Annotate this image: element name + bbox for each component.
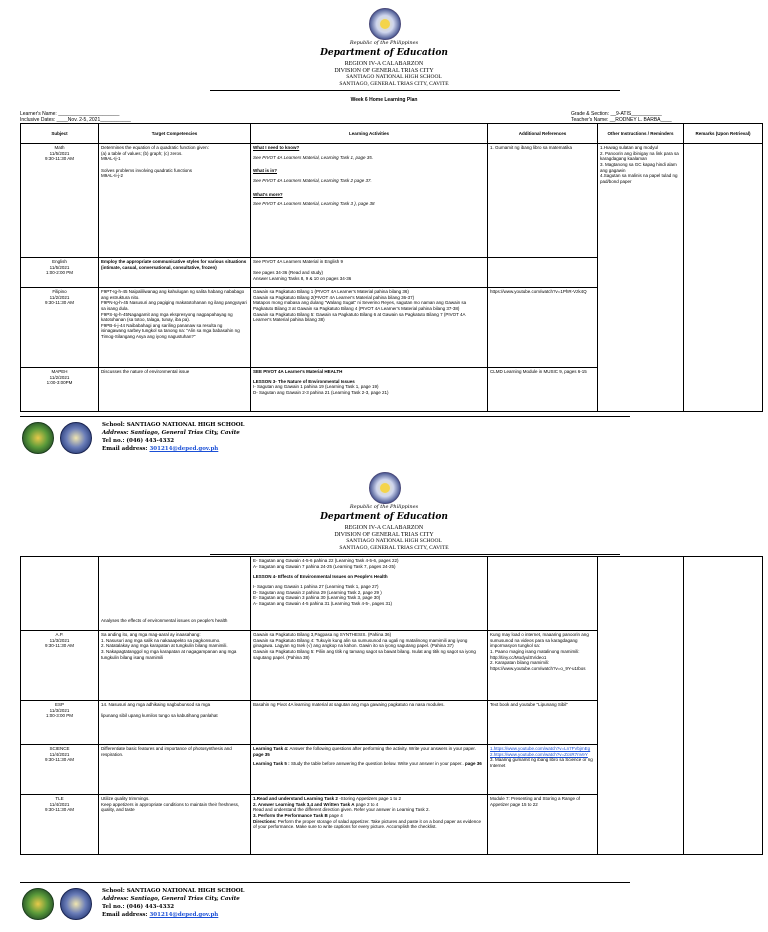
activity-text: Learning Task 4: Answer the following questions after performing the activity. Write your answers in your paper. page 35 — [253, 746, 476, 757]
footer-rule — [20, 882, 630, 883]
subject-cell: SCIENCE 11/4/2021 9:30-11:30 AM — [21, 745, 99, 795]
activity-heading: What is in? — [253, 168, 277, 174]
table-header-row — [21, 124, 763, 144]
footer-info — [102, 888, 244, 920]
subject-cell: Math 11/5/2021 9:30-11:30 AM — [21, 144, 99, 258]
reference-cell: 1. Gumamit ng ibang libro sa matematika — [488, 144, 598, 258]
deped-seal-icon — [369, 8, 401, 40]
activity-cell: Gawain sa Pagkatuto Bilang 3,Pagpasa ng SYNTHESIS. (Pahina 36) Gawain sa Pagkatuto Bilang 4: Tukuyin kung alin sa sumusunod na ugali ng matalinong mamimili ang iyong ginagawa. Lagyan ng tsek (√) ang angkop na kahon. Gawin ito sa iyong sagutang papel. (Pahina 37) Gawain sa Pagkatuto Bilang 5: Piliin ang titik ng tamang sagot sa bawat bilang. Isulat ang titik ng sagot sa iyong sagutang papel. (Pahina 38) — [251, 631, 488, 701]
header-rule — [210, 90, 620, 91]
subject-cell: TLE 11/4/2021 9:30-11:30 AM — [21, 795, 99, 855]
footer-email-link[interactable]: 301214@deped.gov.ph — [149, 445, 219, 452]
department-title: Department of Education — [320, 48, 448, 58]
competency-cell: F9PT-Ig-h-45 Naipaliliwanag ang kahulugan ng salita habang nababago ang estruktura nito. F9PN-Ig-h-45 Nasusuri ang pagiging makatotohanan ng ilang pangyayari sa isang dula. F9PS-Ig-h-45Nagagamit ang mga ekspresyong nagpapahayag ng katotohanan (sa totoo, talaga, tunay, iba pa). F9PB-Ii-j-44 Naibabahagi ang sariling pananaw sa resulta ng isinagawang sarbey tungkol sa tanong na: "Alin sa mga babasahin ng Timog-Silangang Asya ang iyong nagustuhan?" — [99, 288, 251, 368]
city-logo-icon — [22, 422, 54, 454]
column-header: Learning Activities — [251, 124, 488, 144]
column-header: Subject — [21, 124, 99, 144]
activity-text: Directions: Perform the proper storage of salad appetizer. Take pictures and paste it on a bond paper as evidence of your performance. Make sure to write captions for every picture. Accomplish the checklist. — [253, 818, 482, 830]
activity-text: 3. Perform the Performance Task B page 4 — [253, 812, 343, 818]
activity-text: I- Sagutan ang Gawain 1 pahina 19 (Learning Task 1, page 19) D- Sagutan ang Gawain 2-3 pahina 21 (Learning Task 2-3, page 21) — [253, 384, 389, 395]
page-1 — [0, 0, 768, 465]
grade-section-field: Grade & Section: __9-ATIS___________ — [571, 111, 662, 117]
reference-cell — [488, 745, 598, 795]
reference-link[interactable]: 1.https://www.youtube.com/watch?v=Ln7FVbjmEg — [490, 746, 591, 751]
competency-cell: Differentiate basic features and importance of photosynthesis and respiration. — [99, 745, 251, 795]
lesson-title: LESSON 4- Effects of Environmental Issues on People's Health — [253, 574, 388, 580]
activity-heading: What I need to know? — [253, 145, 300, 150]
department-title: Department of Education — [320, 512, 448, 522]
footer-email-link[interactable]: 301214@deped.gov.ph — [149, 911, 219, 918]
division-text: DIVISION OF GENERAL TRIAS CITY — [334, 532, 434, 538]
footer-email-row — [102, 912, 244, 920]
competency-cell: Utilize quality trimmings. Keep appetizers in appropriate conditions to maintain their freshness, quality, and taste — [99, 795, 251, 855]
city-logo-icon — [22, 888, 54, 920]
reference-text: 3. Maaring gumamit ng ibang libro sa Science or ng Internet — [490, 757, 593, 768]
school-logo-icon — [60, 888, 92, 920]
republic-text: Republic of the Philippines — [349, 40, 419, 46]
lesson-title: LESSON 3- The Nature of Environmental Issues — [253, 378, 355, 384]
activity-text: 2. Answer Learning Task 3,4 and Written Task A page 2 to 4 — [253, 801, 379, 807]
activity-text: I- Sagutan ang Gawain 1 pahina 27 (Learning Task 1, page 27) D- Sagutan ang Gawain 2 pahina 29 (Learning Task 2, page 29 ) E- Sagutan ang Gawain 3 pahina 30 (Learning Task 3, page 30) A- Sagutan ang Gawain 4-5 pahina 31 (Learning Task 4-5-, pages 31) — [253, 583, 393, 606]
plan-table-page-2 — [20, 556, 763, 855]
school-logo-icon — [60, 422, 92, 454]
teacher-name-field: Teacher's Name: __RODNEY L. BARBA____ — [571, 117, 672, 123]
activity-cell — [251, 368, 488, 412]
reference-cell: https://www.youtube.com/watch?v=1PhR-Vzk4Q — [488, 288, 598, 368]
competency-cell: Discusses the nature of environmental issue — [99, 368, 251, 412]
activity-text: 1.Read and understand Learning Task 2 -Storing Appetizers page 1 to 2 — [253, 796, 401, 801]
reference-link[interactable]: 2.https://www.youtube.com/watch?v=ZcsR7nVeY — [490, 751, 588, 757]
subject-cell — [21, 557, 99, 631]
activity-text: Learning Task 5 : Study the table before answering the question below. Write your answer in your paper.. page 36 — [253, 761, 482, 767]
footer-school: School: SANTIAGO NATIONAL HIGH SCHOOL — [102, 888, 245, 894]
header-rule — [210, 554, 620, 555]
subject-cell: English 11/5/2021 1:00-2:00 PM — [21, 258, 99, 288]
page-footer — [20, 420, 640, 460]
competency-cell: Employ the appropriate communicative styles for various situations (intimate, casual, conversational, consultative, frozen) — [99, 258, 251, 288]
subject-cell: MAPEH 11/2/2021 1:00-3:00PM — [21, 368, 99, 412]
competency-cell: Sa anding ito, ang mga mag-aaral ay inaasahang: 1. Nasusuri ang mga salik na nakaaapekto sa pagkonsumo. 2. Natatalakay ang mga karapatan at tungkulin bilang mamimili. 3. Nakapagtatanggol ng mga karapatan at nagagampanan ang mga tungkulin bilang isang mamimili — [99, 631, 251, 701]
activity-text: See PIVOT 4A Learners Material, Learning Task 2 page 37. — [253, 177, 372, 183]
activity-heading: SEE PIVOT 4A Learner's Material HEALTH — [253, 369, 343, 374]
subject-cell: Filipino 11/2/2021 9:30-11:30 AM — [21, 288, 99, 368]
footer-school: School: SANTIAGO NATIONAL HIGH SCHOOL — [102, 422, 245, 428]
reference-cell — [488, 557, 598, 631]
activity-cell — [251, 144, 488, 258]
footer-address: Address: Santiago, General Trias City, Cavite — [102, 895, 240, 902]
activity-cell: Basahin ng Pivot 4A learning material at sagutan ang mga gawaing pagkatuto na nasa modules. — [251, 701, 488, 745]
competency-cell: Analyses the effects of environmental issues on people's health — [99, 557, 251, 631]
reference-cell: CLMD Learning Module in MUSIC 9, pages 6-15 — [488, 368, 598, 412]
division-text: DIVISION OF GENERAL TRIAS CITY — [334, 68, 434, 74]
activity-cell — [251, 557, 488, 631]
footer-rule — [20, 416, 630, 417]
reference-cell — [488, 258, 598, 288]
region-text: REGION IV-A CALABARZON — [344, 525, 424, 531]
reference-cell: Kung may load o internet, maaaring panoorin ang sumusunod na videos para sa karagdagang impormasyon tungkol sa: 1. Paano maging isang matalinong mamimili: http://tiny.cc/ModyulSVideo1 2. Karapatan bilang mamimili: https://www.youtube.com/watch?v=o_9Y-u1Ibos — [488, 631, 598, 701]
column-header: Additional References — [488, 124, 598, 144]
remarks-cell — [684, 557, 763, 855]
activity-text: See PIVOT 4A Learners Material, Learning Task 3 ), page 38 — [253, 201, 375, 207]
school-text: SANTIAGO NATIONAL HIGH SCHOOL — [346, 74, 442, 80]
column-header: Other Instructions / Reminders — [598, 124, 684, 144]
subject-cell: ESP 11/3/2021 1:00-3:00 PM — [21, 701, 99, 745]
republic-text: Republic of the Philippines — [349, 504, 419, 510]
footer-address: Address: Santiago, General Trias City, Cavite — [102, 429, 240, 436]
footer-email-label: Email address: — [102, 445, 150, 452]
column-header: Target Competencies — [99, 124, 251, 144]
subject-cell: A.P. 11/3/2021 9:30-11:30 AM — [21, 631, 99, 701]
deped-seal-icon — [369, 472, 401, 504]
activity-text: E- Sagutan ang Gawain 4-5-6 pahina 22 (Learning Task 4-5-6, pages 22) A- Sagutan ang Gawain 7 pahina 24-25 (Learning Task 7, pages 24-25) — [253, 558, 399, 569]
instructions-cell — [598, 557, 684, 855]
page-2 — [0, 470, 768, 932]
footer-info — [102, 422, 244, 454]
plan-title: Week 6 Home Learning Plan — [350, 97, 418, 103]
plan-table-page-1 — [20, 123, 763, 412]
competency-cell: 14. Nasusuri ang mga adhikaing nagbubunsod sa mga lipunang sibil upang kumilos tungo sa kabutihang panlahat — [99, 701, 251, 745]
footer-telno: Tel no.: (046) 443-4332 — [102, 903, 175, 910]
column-header: Remarks (Upon Retrieval) — [684, 124, 763, 144]
region-text: REGION IV-A CALABARZON — [344, 61, 424, 67]
school-address-text: SANTIAGO, GENERAL TRIAS CITY, CAVITE — [339, 81, 449, 87]
inclusive-dates-field: Inclusive Dates: ____Nov. 2-5, 2021___________ — [20, 117, 131, 123]
footer-email-label: Email address: — [102, 911, 150, 918]
table-row — [21, 144, 763, 258]
table-row — [21, 557, 763, 631]
learner-name-field: Learner's Name: ______________________ — [20, 111, 120, 117]
footer-telno: Tel no.: (046) 443-4332 — [102, 437, 175, 444]
activity-cell — [251, 745, 488, 795]
activity-cell — [251, 795, 488, 855]
competency-cell: Determines the equation of a quadratic function given: (a) a table of values; (b) graph; (c) zeros. M9AL-Ij-1 Solves problems involving quadratic functions M9AL-Ii-j-2 — [99, 144, 251, 258]
footer-email-row — [102, 446, 244, 454]
school-text: SANTIAGO NATIONAL HIGH SCHOOL — [346, 538, 442, 544]
activity-text: Read and understand the different direction given. Refer your answer in Learning Task 2. — [253, 807, 430, 813]
reference-cell: Text book and youtube "Lipunang Sibil" — [488, 701, 598, 745]
page-footer — [20, 886, 640, 926]
school-address-text: SANTIAGO, GENERAL TRIAS CITY, CAVITE — [339, 545, 449, 551]
instructions-cell: 1.Huwag sulatan ang modyul 2. Panoorin ang ibinigay na link para sa karagdagang kaalaman 3. Magtanong sa GC kapag hindi alam ang gagawin 4.Sagutan sa malinis na papel tulad ng pad/bond paper — [598, 144, 684, 412]
activity-heading: What's more? — [253, 191, 283, 197]
reference-cell: Module 7: Presenting and Storing a Range of Appetizer page 15 to 22 — [488, 795, 598, 855]
activity-cell: Gawain sa Pagkatuto Bilang 1 (PIVOT 4A Learner's Material pahina bilang 36) Gawain sa Pagkatuto Bilang 2(PIVOT 4A Learner's Material pahina bilang 36-37) Matapos mong mabasa ang dulang "Walang Sugat" ni Severino Reyes, sagutan mo naman ang Gawain sa Pagkatuto Bilang 3 at Gawain sa Pagkatuto Bilang 4 (PIVOT 4A Learner's Material pahina bilang 37-38) Gawain sa Pagkatuto Bilang 5: Gawain sa Pagkatuto Bilang 6 at Gawain sa Pagkatuto Bilang 7 (PIVOT 4A Learner's Material pahina bilang 38) — [251, 288, 488, 368]
activity-text: See PIVOT 4A Learners Material, Learning Task 1, page 35. — [253, 154, 373, 160]
activity-cell: See PIVOT 4A Learners Material in English 9 See pages 34-36 (Read and study) Answer Learning Tasks 8, 9 & 10 on pages 34-36 — [251, 258, 488, 288]
remarks-cell — [684, 144, 763, 412]
